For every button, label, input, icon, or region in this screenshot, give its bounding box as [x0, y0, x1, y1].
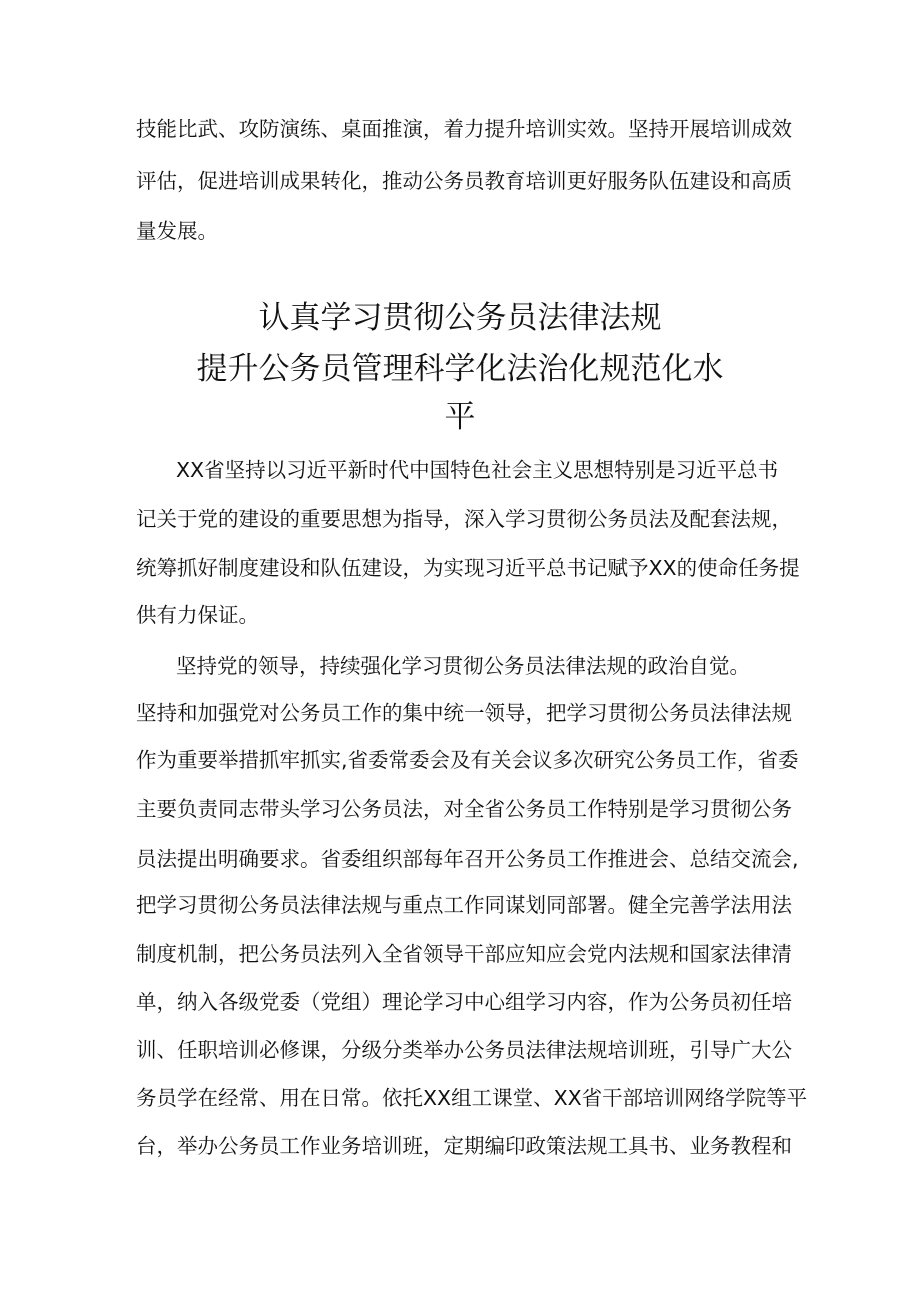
- text-line: 统筹抓好制度建设和队伍建设，为实现习近平总书记赋予XX的使命任务提: [136, 556, 800, 580]
- text-line: 单，纳入各级党委（党组）理论学习中心组学习内容，作为公务员初任培: [136, 990, 792, 1014]
- text-line: 评估，促进培训成果转化，推动公务员教育培训更好服务队伍建设和高质: [136, 169, 792, 193]
- text-line: 务员学在经常、用在日常。依托XX组工课堂、XX省干部培训网络学院等平: [136, 1086, 808, 1110]
- text-line: 量发展。: [136, 219, 218, 243]
- text-line: 作为重要举措抓牢抓实,省委常委会及有关会议多次研究公务员工作，省委: [136, 748, 799, 772]
- text-line: 技能比武、攻防演练、桌面推演，着力提升培训实效。坚持开展培训成效: [136, 117, 792, 141]
- title-line: 认真学习贯彻公务员法律法规: [258, 300, 662, 336]
- text-line: 员法提出明确要求。省委组织部每年召开公务员工作推进会、总结交流会,: [136, 847, 799, 871]
- text-line: 坚持党的领导，持续强化学习贯彻公务员法律法规的政治自觉。: [176, 654, 750, 678]
- title-line: 提升公务员管理科学化法治化规范化水: [196, 351, 724, 387]
- text-line: 主要负责同志带头学习公务员法，对全省公务员工作特别是学习贯彻公务: [136, 797, 792, 821]
- text-line: 供有力保证。: [136, 603, 259, 627]
- title-line: 平: [444, 399, 476, 435]
- text-line: 把学习贯彻公务员法律法规与重点工作同谋划同部署。健全完善学法用法: [136, 893, 792, 917]
- text-line: 台，举办公务员工作业务培训班，定期编印政策法规工具书、业务教程和: [136, 1134, 792, 1158]
- text-line: XX省坚持以习近平新时代中国特色社会主义思想特别是习近平总书: [176, 458, 779, 482]
- text-line: 训、任职培训必修课，分级分类举办公务员法律法规培训班，引导广大公: [136, 1038, 792, 1062]
- text-line: 记关于党的建设的重要思想为指导，深入学习贯彻公务员法及配套法规，: [136, 507, 792, 531]
- text-line: 制度机制，把公务员法列入全省领导干部应知应会党内法规和国家法律清: [136, 942, 792, 966]
- text-line: 坚持和加强党对公务员工作的集中统一领导，把学习贯彻公务员法律法规: [136, 701, 792, 725]
